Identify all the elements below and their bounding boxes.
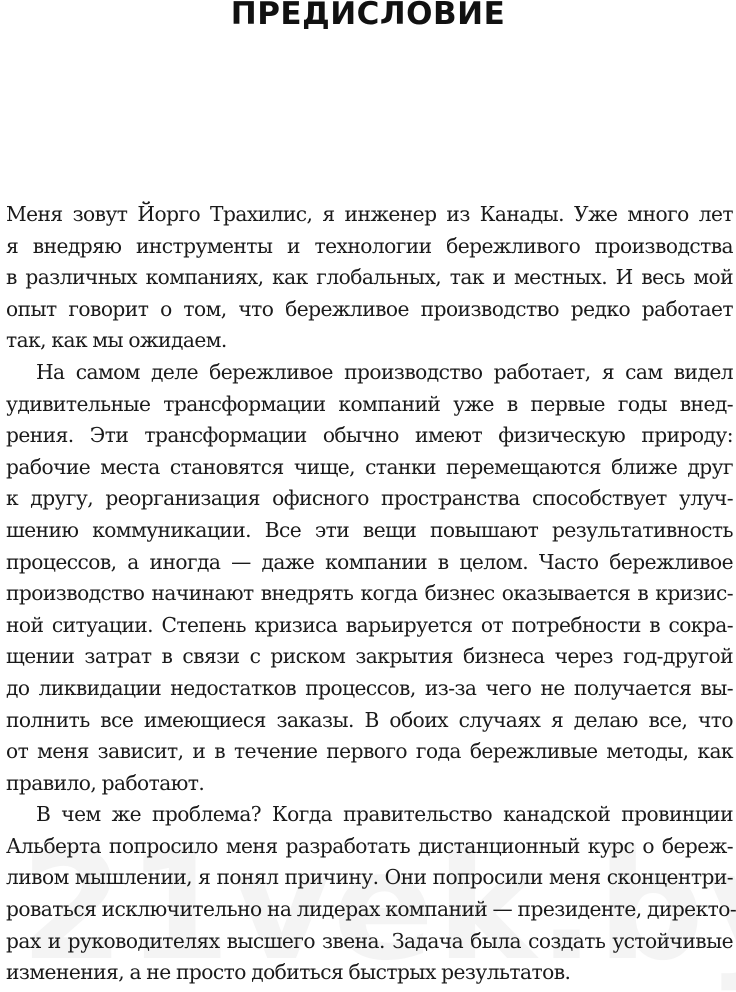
text-line: На самом деле бережливое производство работает, я сам видел: [36, 359, 733, 384]
text-line: к другу, реорганизация офисного пространства способствует улуч-: [6, 486, 733, 511]
text-line: шению коммуникации. Все эти вещи повышают результативность: [6, 517, 733, 542]
text-line: от меня зависит, и в течение первого года бережливые методы, как: [6, 739, 733, 764]
text-line: процессов, а иногда — даже компании в целом. Часто бережливое: [6, 549, 733, 574]
text-line: рения. Эти трансформации обычно имеют физическую природу:: [6, 423, 733, 448]
text-line: полнить все имеющиеся заказы. В обоих случаях я делаю все, что: [6, 707, 733, 732]
text-line: ной ситуации. Степень кризиса варьируется от потребности в сокра-: [6, 612, 733, 637]
text-line: В чем же проблема? Когда правительство канадской провинции: [36, 802, 733, 827]
text-line: до ликвидации недостатков процессов, из-за чего не получается вы-: [6, 675, 733, 700]
paragraph: [6, 199, 733, 357]
text-line: рабочие места становятся чище, станки перемещаются ближе друг: [6, 454, 733, 479]
text-line: Альберта попросило меня разработать дистанционный курс о береж-: [6, 833, 733, 858]
text-line: в различных компаниях, как глобальных, так и местных. И весь мой: [6, 265, 733, 290]
text-line: правило, работают.: [6, 770, 205, 795]
text-line: ливом мышлении, я понял причину. Они попросили меня сконцентри-: [6, 865, 733, 890]
chapter-title: ПРЕДИСЛОВИЕ: [230, 0, 506, 32]
text-line: щении затрат в связи с риском закрытия бизнеса через год-другой: [6, 644, 733, 669]
paragraph: [6, 357, 733, 799]
body-text: [6, 199, 736, 989]
text-line: я внедряю инструменты и технологии бережливого производства: [6, 233, 733, 258]
text-line: изменения, а не просто добиться быстрых результатов.: [6, 960, 571, 985]
text-line: опыт говорит о том, что бережливое производство редко работает: [6, 296, 733, 321]
text-line: производство начинают внедрять когда бизнес оказывается в кризис-: [6, 581, 733, 606]
text-line: рах и руководителях высшего звена. Задача была создать устойчивые: [6, 928, 733, 953]
text-line: удивительные трансформации компаний уже в первые годы внед-: [6, 391, 733, 416]
text-line: роваться исключительно на лидерах компаний — президенте, директо-: [6, 897, 736, 922]
text-line: так, как мы ожидаем.: [6, 328, 227, 353]
text-line: Меня зовут Йорго Трахилис, я инженер из Канады. Уже много лет: [6, 202, 733, 226]
paragraph: [6, 799, 736, 989]
